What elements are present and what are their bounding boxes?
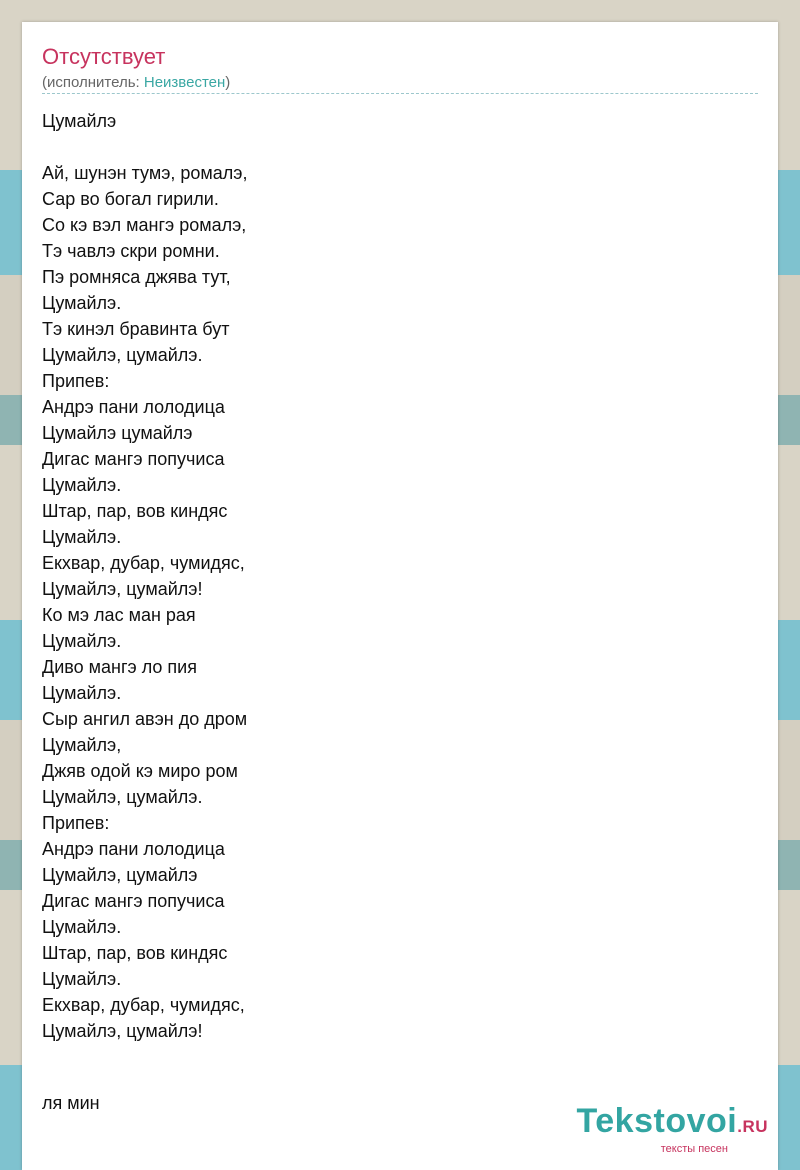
lyric-line: Цумайлэ.	[42, 293, 122, 313]
lyric-line: Цумайлэ.	[42, 527, 122, 547]
lyric-line: Цумайлэ,	[42, 735, 122, 755]
lyric-line: Тэ чавлэ скри ромни.	[42, 241, 220, 261]
lyric-line: Ай, шунэн тумэ, ромалэ,	[42, 163, 248, 183]
logo-tld: .RU	[737, 1117, 768, 1136]
lyric-line: Цумайлэ.	[42, 631, 122, 651]
lyric-line: Андрэ пани лолодица	[42, 397, 225, 417]
logo-tagline: тексты песен	[660, 1143, 728, 1155]
lyric-line: Цумайлэ, цумайлэ!	[42, 579, 203, 599]
lyrics-card	[22, 22, 778, 1170]
lyric-line: Цумайлэ.	[42, 969, 122, 989]
song-title: Цумайлэ	[42, 111, 117, 131]
site-logo[interactable]	[577, 1103, 768, 1155]
lyric-line: Штар, пар, вов киндяс	[42, 943, 228, 963]
lyric-line: Диво мангэ ло пия	[42, 657, 197, 677]
lyric-line: Цумайлэ, цумайлэ.	[42, 787, 203, 807]
lyric-line: Цумайлэ.	[42, 683, 122, 703]
lyric-line: Екхвар, дубар, чумидяс,	[42, 995, 245, 1015]
lyric-line: Цумайлэ.	[42, 475, 122, 495]
lyric-line: Штар, пар, вов киндяс	[42, 501, 228, 521]
lyrics-list	[42, 160, 247, 1044]
artist-link[interactable]: Неизвестен	[143, 74, 226, 91]
lyric-line: Цумайлэ.	[42, 917, 122, 937]
lyric-line: Цумайлэ, цумайлэ	[42, 865, 198, 885]
lyric-line: Припев:	[42, 813, 110, 833]
logo-text	[577, 1103, 768, 1145]
artist-byline	[42, 74, 230, 91]
byline-label: (исполнитель:	[42, 74, 144, 91]
lyric-line: Дигас мангэ попучиса	[42, 891, 225, 911]
divider	[42, 93, 758, 94]
lyric-line: Сыр ангил авэн до дром	[42, 709, 248, 729]
lyric-line: Андрэ пани лолодица	[42, 839, 225, 859]
logo-name: Tekstovoi	[576, 1102, 738, 1140]
lyric-line: Припев:	[42, 371, 110, 391]
page-title: Отсутствует	[42, 44, 166, 69]
lyric-line: Сар во богал гирили.	[42, 189, 219, 209]
lyric-line: Цумайлэ, цумайлэ!	[42, 1021, 203, 1041]
lyric-line: Ко мэ лас ман рая	[42, 605, 196, 625]
lyric-line: Цумайлэ цумайлэ	[42, 423, 193, 443]
byline-close: )	[225, 74, 231, 91]
lyric-line: Джяв одой кэ миро ром	[42, 761, 238, 781]
lyric-line: Екхвар, дубар, чумидяс,	[42, 553, 245, 573]
lyric-line: Цумайлэ, цумайлэ.	[42, 345, 203, 365]
lyric-line: Пэ ромняса джява тут,	[42, 267, 231, 287]
footer-note: ля мин	[42, 1093, 100, 1113]
lyric-line: Тэ кинэл бравинта бут	[42, 319, 230, 339]
lyric-line: Дигас мангэ попучиса	[42, 449, 225, 469]
lyric-line: Со кэ вэл мангэ ромалэ,	[42, 215, 247, 235]
